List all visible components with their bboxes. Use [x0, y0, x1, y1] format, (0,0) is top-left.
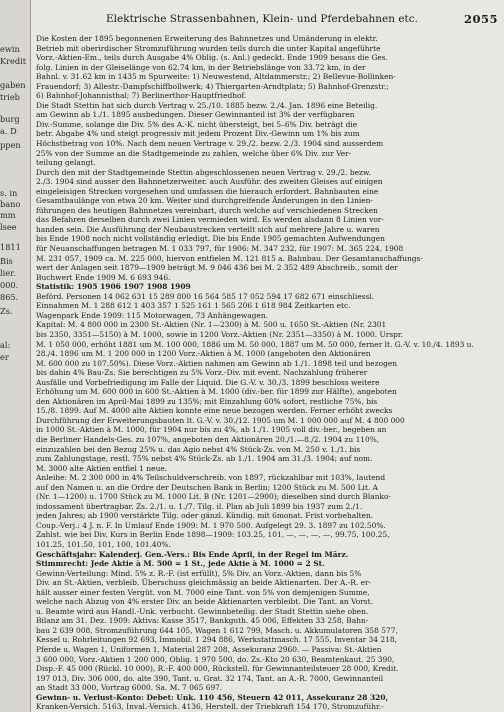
text-line: hält ausser einer festen Vergüt. von M. 7000 eine Tant. von 5% von demjenigen Summe,	[36, 587, 370, 597]
adjacent-page-gutter	[0, 0, 31, 712]
text-line: welche nach Abzug von 4% erster Div. an beide Aktienarten verbleibt. Die Tant. an Vorst.	[36, 597, 373, 607]
gutter-fragment: trieb	[0, 92, 20, 102]
gutter-fragment: ewin	[0, 44, 20, 54]
text-line: Wagenpark Ende 1909: 115 Motorwagen, 73 Anhängewagen.	[36, 310, 268, 320]
text-line: M. 231 057, 1909 ca. M. 225 000, hiervon entfielen M. 121 815 a. Bahnbau. Der Gesamtanschaffungs-	[36, 253, 423, 263]
text-line: Die Kosten der 1895 begonnenen Erweiterung des Bahnnetzes und Umänderung in elektr.	[36, 34, 378, 43]
text-line: Coup.-Verj.: 4 J. n. F. In Umlauf Ende 1909: M. 1 970 500. Aufgelegt 29. 3. 1897 zu 102.50%.	[36, 520, 386, 530]
text-line: jeden Jahres; ab 1900 verstärkte Tilg. oder gänzl. Kündig. mit 6monat. Frist vorbehalten.	[36, 511, 374, 521]
text-line: 15./8. 1899. Auf M. 4000 alte Aktien konnte eine neue bezogen werden. Ferner erhöht zwecks	[36, 406, 393, 416]
text-line: 25% von der Summe an die Stadtgemeinde zu zahlen, welche über 6% Div. zur Ver-	[36, 148, 352, 158]
text-line: Gesamtbaulänge von etwa 20 km. Weiter sind durchgreifende Änderungen in den Linien-	[36, 196, 373, 206]
text-line: den Aktionären im April-Mai 1899 zu 135%; mit Einzahlung 60% sofort, restliche 75%, bis	[36, 396, 378, 406]
gutter-fragment: al:	[0, 340, 11, 350]
gutter-fragment: lier.	[0, 268, 16, 278]
text-line: Disp.-F. 45 000 (Rückl. 10 000), R.-F. 400 000, Rückstell. für Gewinnanteilsteuer 28 000, Kredit.	[36, 664, 399, 674]
gutter-fragment: 865.	[0, 292, 19, 302]
text-line: an Stadt 33 000, Vortrag 6000. Sa. M. 7 065 697.	[36, 683, 223, 693]
text-line: Pferde u. Wagen 1, Uniformen 1, Material 287 208, Assekuranz 2960. — Passiva: St.-Aktien	[36, 645, 382, 654]
text-line: 2./3. 1904 sind ausser den Bahnnetzerweiter. auch Ausführ. des zweiten Gleises auf einigen	[36, 177, 383, 187]
text-line: für Neuanschaffungen betragen M. 1 033 797, für 1906: M. 347 232, für 1907: M. 365 224, 1908	[36, 244, 404, 254]
text-line: Geschäftsjahr: Kalenderj. Gen.-Vers.: Bis Ende April, in der Regel im März.	[36, 549, 349, 559]
text-line: indossament übertragbar. Zs. 2./1. u. 1./7. Tilg. il. Plan ab Juli 1899 bis 1937 zum 2./1.	[36, 501, 363, 511]
gutter-fragment: ppen	[0, 140, 21, 150]
text-line: Kapital: M. 4 800 000 in 2300 St.-Aktien (Nr. 1—2300) à M. 500 u. 1650 St.-Aktien (Nr. 2301	[36, 320, 387, 330]
text-line: das Befahren derselben durch zwei Linien vermieden wird. Es werden alsdann 8 Linien vor-	[36, 215, 384, 225]
text-line: teilung gelangt.	[36, 158, 96, 168]
text-line: die Berliner Handels-Ges. zu 107%, angeboten den Aktionären 20./1.—8./2. 1904 zu 110%,	[36, 434, 380, 444]
text-line: Statistik: 1905 1906 1907 1908 1909	[36, 282, 191, 292]
text-line: einzuzahlen bei den Bezug 25% u. das Agio nebst 4% Stück-Zs. von M. 250 v. 1./1. bis	[36, 444, 361, 454]
text-line: bis 2350, 3351—5150) à M. 1000, sowie in 1200 Vorz.-Aktien (Nr. 2351—3350) à M. 1000. Urspr.	[36, 329, 404, 339]
text-line: Frauendorf; 3) Allestr.-Dampfschiffbollwerk; 4) Thiergarten-Arndtplatz; 5) Bahnhof-Grenzstr.;	[36, 81, 389, 91]
text-line: 101.25, 101.50, 101, 100, 101.40%.	[36, 539, 171, 549]
text-line: 28./4. 1896 um M. 1 200 000 in 1200 Vorz.-Aktien à M. 1000 (angeboten den Aktionären	[36, 349, 371, 359]
document-page	[36, 0, 500, 712]
text-line: bis Ende 1908 noch nicht vollständig erledigt. Die bis Ende 1905 gemachten Aufwendungen	[36, 234, 385, 244]
text-line: Bahnl. v. 31.62 km in 1435 m Spurweite: 1) Neuwestend, Altdammerstr.; 2) Bellevue-Bollinken-	[36, 72, 396, 82]
gutter-fragment: a. D	[0, 126, 17, 136]
text-line: M. 600 000 zu 107.50%). Diese Vorz.-Aktien nahmen am Gewinn ab 1./1. 1898 teil und bezogen	[36, 358, 398, 368]
text-line: auf den Namen u. an die Ordre der Deutschen Bank in Berlin; 1200 Stück zu M. 500 Lit. A	[36, 482, 379, 492]
gutter-fragment: 000.	[0, 280, 19, 290]
text-line: betr. Abgabe 4% und steigt progressiv mit jedem Prozent Div.-Gewinn um 1% bis zum	[36, 129, 360, 139]
text-line: Div.-Summe, solange die Div. 5% des A.-K. nicht übersteigt, bei 5–6% Div. beträgt die	[36, 119, 358, 129]
text-line: (Nr. 1—1200) u. 1700 Stück zu M. 1000 Lit. B (Nr. 1201—2900); dieselben sind durch Blanko-	[36, 492, 392, 502]
text-line: 197 013, Div. 306 000, do. alte 390, Tant. u. Grat. 32 174, Tant. an A.-R. 7000, Gewinnanteil	[36, 673, 384, 683]
text-line: M. 3000 alte Aktien entfiel 1 neue.	[36, 463, 168, 473]
gutter-fragment: lsee	[0, 222, 17, 232]
text-line: Anleihe: M. 2 300 000 in 4% Teilschuldverschreib. von 1897, rückzahlbar mit 103%, lautend	[36, 473, 386, 483]
text-line: Höchstbetrag von 10%. Nach dem neuen Vertrage v. 29./2. bezw. 2./3. 1904 sind ausserdem	[36, 139, 384, 149]
text-line: folg. Linien in der Gleiselänge von 62.74 km, in der Betriebslänge von 33.72 km, in der	[36, 62, 366, 72]
text-line: bau 2 639 008, Stromzuführung 644 105, Wagen 1 612 799, Masch. u. Akkumulatoren 358 577,	[36, 625, 398, 635]
text-line: Beförd. Personen 14 062 631 15 289 800 16 564 585 17 052 594 17 682 671 einschliessl.	[36, 291, 375, 301]
text-line: handen sein. Die Ausführung der Neubaustrecken verteilt sich auf mehrere Jahre u. waren	[36, 224, 380, 234]
text-line: 3 600 000, Vorz.-Aktien 1 200 000, Oblig. 1 970 500, do. Zs.-Kto 20 630, Beamtenkaut. 25 390,	[36, 654, 395, 664]
text-line: Zahlst. wie bei Div. Kurs in Berlin Ende 1898—1909: 103.25, 101, —, —, —, —, 99.75, 100.25,	[36, 530, 390, 540]
text-line: eingeleisigen Strecken vorgesehen und umfassen die hierauch erfordert. Bahnbauten eine	[36, 186, 379, 196]
running-title: Elektrische Strassenbahnen, Klein- und Pferdebahnen etc.	[106, 13, 418, 25]
page-number: 2055	[463, 12, 498, 26]
text-line: zum Zahlungstage, restl. 75% nebst 4% Stück-Zs. ab 1./1. 1904 am 31./3. 1904; auf nom.	[36, 454, 373, 464]
gutter-fragment: Zs.	[0, 306, 13, 316]
gutter-fragment: burg	[0, 114, 20, 124]
text-line: führungen des heutigen Bahnnetzes vereinbart, durch welche auf verschiedenen Strecken	[36, 205, 378, 215]
text-line: u. Beamte wird aus Handl.-Unk. verbucht. Gewinnbeteilig. der Stadt Stettin siehe oben.	[36, 606, 369, 616]
text-line: Gewinn- u. Verlust-Konto: Debet: Unk. 110 456, Steuern 42 011, Assekuranz 28 320,	[36, 692, 389, 702]
text-line: Kranken-Versich. 5163, Inval.-Versich. 4136, Herstell. der Triebkraft 154 170, Stromzuführ.-	[36, 702, 384, 712]
text-line: Durch den mit der Stadtgemeinde Stettin abgeschlossenen neuen Vertrag v. 29./2. bezw.	[36, 167, 371, 177]
running-header	[36, 12, 500, 28]
text-line: Einnahmen M. 1 288 612 1 403 357 1 525 161 1 565 206 1 618 984 Zeitkarten etc.	[36, 301, 351, 311]
gutter-fragment: gaben	[0, 80, 26, 90]
text-line: Div. an St.-Aktien, verbleib. Überschuss gleichmässig an beide Aktienarten. Der A.-R. er-	[36, 578, 372, 588]
text-line: Bilanz am 31. Dez. 1909: Aktiva: Kasse 3517, Bankguth. 45 006, Effekten 33 258, Bahn-	[36, 616, 369, 626]
gutter-fragment: bano	[0, 199, 21, 209]
text-line: Die Stadt Stettin hat sich durch Vertrag v. 25./10. 1885 bezw. 2./4. Jan. 1896 eine Beteilig.	[36, 100, 378, 110]
gutter-fragment: er	[0, 352, 9, 362]
text-line: Erhöhung um M. 600 000 in 600 St.-Aktien à M. 1000 (div.-ber. für 1899 zur Hälfte), angeboten	[36, 387, 397, 397]
text-line: 6) Bahnhof-Johannisthal; 7) Berlinerthor-Hauptfriedhof.	[36, 91, 247, 101]
text-line: Stimmrecht: Jede Aktie à M. 500 = 1 St., jede Aktie à M. 1000 = 2 St.	[36, 559, 325, 569]
text-line: wert der Anlagen seit 1879—1909 beträgt M. 9 046 436 bei M. 2 352 489 Abschreib., somit der	[36, 263, 398, 273]
text-line: M. 1 050 000, erhöht 1881 um M. 100 000, 1886 um M. 50 000, 1887 um M. 50 000, ferner lt. G.-V. v. 10./4. 1893 u.	[36, 339, 474, 349]
text-line: bis dahin 4% Bau-Zs. Sie berechtigen zu 5% Vorz.-Div. mit event. Nachzahlung früherer	[36, 368, 368, 378]
gutter-fragment: 1811	[0, 242, 21, 252]
text-line: Gewinn-Verteilung: Mind. 5% z. R.-F. (ist erfüllt), 5% Div. an Vorz.-Aktien, dann bis 5%	[36, 568, 362, 578]
gutter-fragment: s. in	[0, 188, 18, 198]
gutter-fragment: Bis	[0, 256, 13, 266]
text-line: Betrieb mit oberirdischer Stromzuführung wurden teils durch die unter Kapital angeführte	[36, 43, 381, 53]
text-line: Kessel u. Rohrleitungen 92 693, Immobil. 1 294 886, Werkstattmasch. 17 555, Inventar 34 218,	[36, 635, 397, 645]
text-line: Vorz.-Aktien-Em., teils durch Ausgabe 4% Oblig. (s. Anl.) gedeckt. Ende 1909 besass die Ges.	[36, 53, 388, 63]
text-line: Ausfälle und Vorbefriedigung im Falle der Liquid. Die G.-V. v. 30./3. 1899 beschloss weitere	[36, 377, 380, 387]
text-line: Buchwert Ende 1909 M. 6 693 946.	[36, 272, 171, 282]
text-line: am Gewinn ab 1./1. 1895 ausbedungen. Dieser Gewinnanteil ist 3% der verfügbaren	[36, 110, 355, 120]
gutter-fragment: Kredit	[0, 56, 27, 66]
text-line: in 1000 St.-Aktien à M. 1000, für 1904 nur bis zu 4%, ab 1./1. 1905 voll div.-ber., begeben an	[36, 425, 387, 435]
gutter-fragment: mm	[0, 210, 16, 220]
body-text	[36, 34, 500, 712]
text-line: Durchführung der Erweiterungsbauten lt. G.-V. v. 30./12. 1905 um M. 1 000 000 auf M. 4 800 000	[36, 415, 405, 425]
